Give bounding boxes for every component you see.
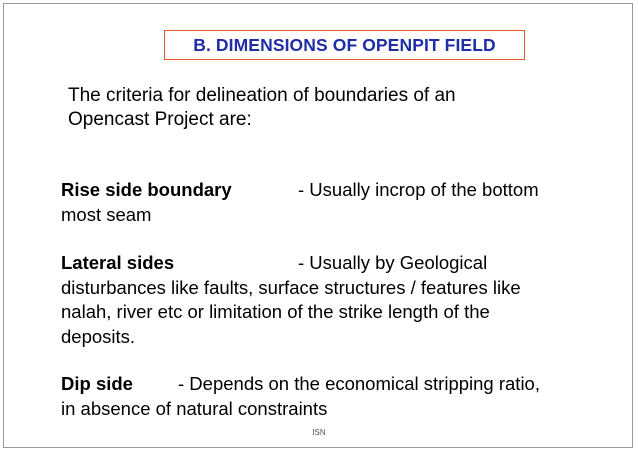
title-box [164, 30, 525, 60]
criteria-item-rise-side [61, 178, 606, 227]
item-continuation-line: disturbances like faults, surface structures / features like [61, 276, 521, 298]
item-description: - Depends on the economical stripping ratio, [178, 373, 540, 394]
item-first-line [61, 178, 606, 203]
slide-title: B. DIMENSIONS OF OPENPIT FIELD [193, 34, 496, 55]
item-continuation-line: nalah, river etc or limitation of the strike length of the [61, 301, 490, 322]
item-continuation-line: deposits. [61, 325, 136, 347]
item-term: Rise side boundary [61, 179, 232, 200]
item-continuation-line: in absence of natural constraints [61, 397, 328, 419]
intro-line-1: The criteria for delineation of boundaries of an [68, 85, 456, 106]
item-continuation-line: most seam [61, 203, 152, 225]
intro-line-2: Opencast Project are: [68, 109, 252, 130]
criteria-item-dip-side [61, 372, 606, 421]
item-first-line [61, 372, 606, 397]
item-term: Lateral sides [61, 252, 175, 273]
item-description: - Usually incrop of the bottom [298, 179, 539, 200]
item-description: - Usually by Geological [298, 252, 488, 273]
footer-label: ISN [312, 428, 326, 437]
intro-paragraph [68, 84, 548, 132]
criteria-item-lateral-sides [61, 251, 606, 349]
item-first-line [61, 251, 606, 276]
item-term: Dip side [61, 373, 133, 394]
